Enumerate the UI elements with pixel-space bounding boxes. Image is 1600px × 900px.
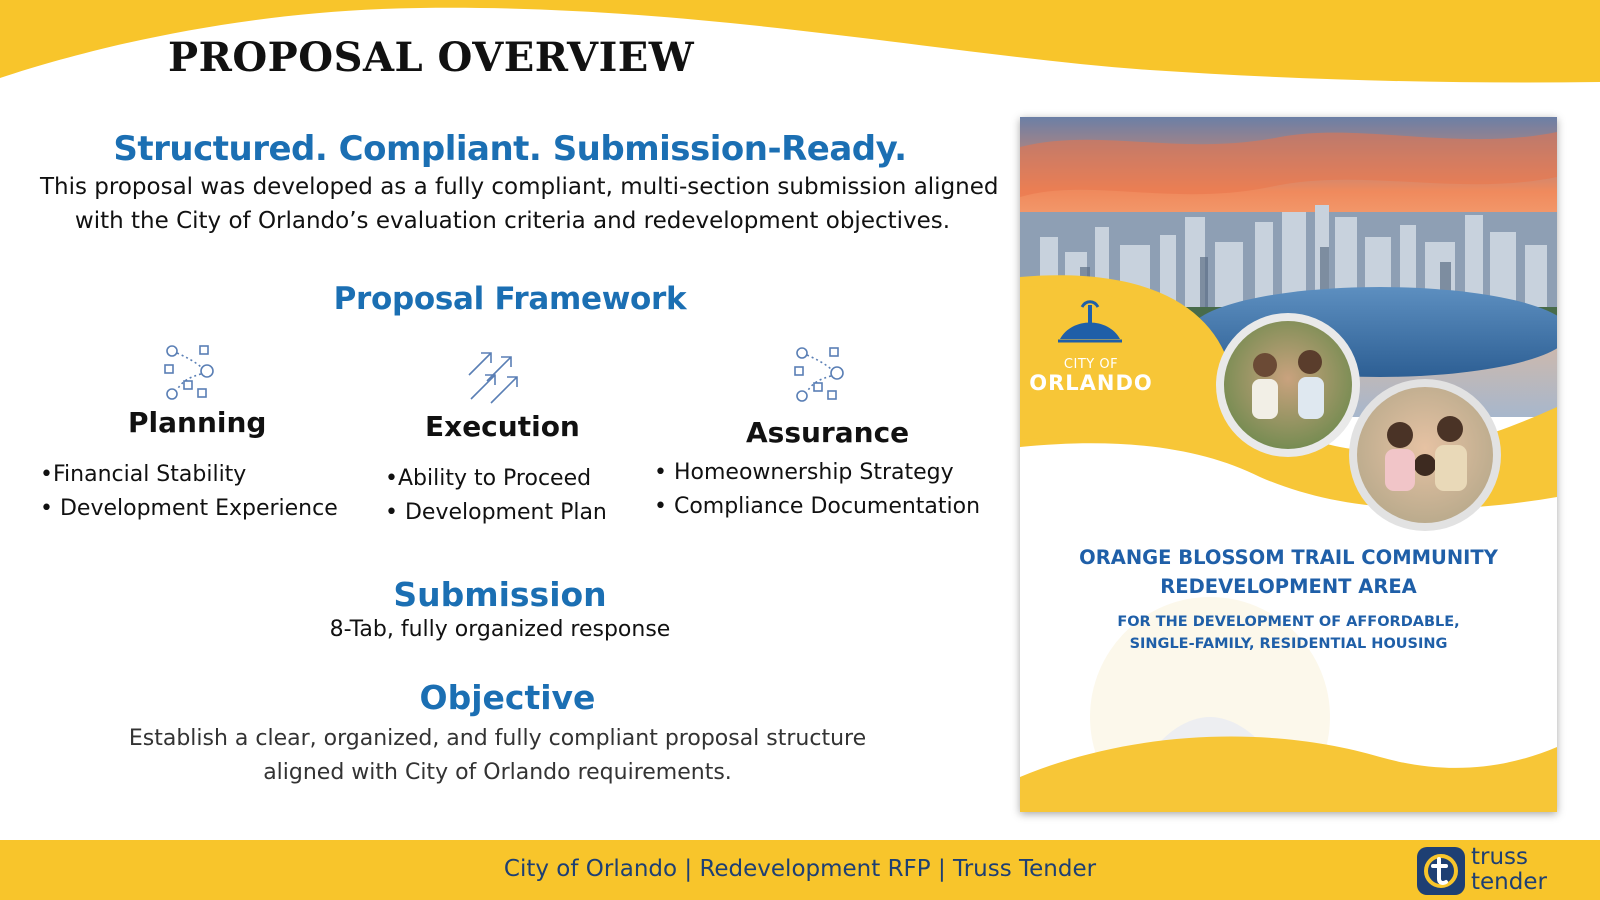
pillar-bullets-assurance xyxy=(654,456,980,524)
tagline: Structured. Compliant. Submission-Ready. xyxy=(113,129,907,169)
intro-paragraph xyxy=(40,170,999,238)
cover-subtitle-line: SINGLE-FAMILY, RESIDENTIAL HOUSING xyxy=(1129,636,1448,652)
pillar-bullets-planning xyxy=(40,458,338,526)
objective-line: aligned with City of Orlando requirements. xyxy=(263,760,732,785)
list-item: • Homeownership Strategy xyxy=(654,460,954,485)
page-title: PROPOSAL OVERVIEW xyxy=(168,34,695,81)
cover-artwork xyxy=(1020,117,1557,812)
footer-text: City of Orlando | Redevelopment RFP | Truss Tender xyxy=(503,856,1097,882)
intro-line: with the City of Orlando’s evaluation criteria and redevelopment objectives. xyxy=(74,208,951,234)
arrows-up-right-icon xyxy=(465,345,525,405)
cover-title-line: REDEVELOPMENT AREA xyxy=(1160,575,1417,598)
workflow-nodes-icon xyxy=(790,345,850,405)
list-item: • Development Plan xyxy=(385,500,607,525)
city-of-label: CITY OF xyxy=(1063,357,1119,372)
orlando-label: ORLANDO xyxy=(1029,371,1153,395)
truss-tender-logo xyxy=(1415,843,1585,899)
proposal-cover-image xyxy=(1020,117,1557,812)
pillar-title-assurance: Assurance xyxy=(746,416,910,449)
brand-word-tender: tender xyxy=(1471,869,1547,895)
objective-line: Establish a clear, organized, and fully compliant proposal structure xyxy=(128,726,867,751)
truss-tender-logo-icon xyxy=(1415,845,1467,897)
cover-title-line: ORANGE BLOSSOM TRAIL COMMUNITY xyxy=(1079,546,1498,569)
list-item: •Ability to Proceed xyxy=(385,466,592,491)
intro-line: This proposal was developed as a fully compliant, multi-section submission aligned xyxy=(40,174,999,200)
brand-word-truss: truss xyxy=(1471,844,1529,870)
submission-title: Submission xyxy=(393,575,607,614)
pillar-bullets-execution xyxy=(385,462,607,530)
objective-text xyxy=(60,722,935,790)
list-item: • Compliance Documentation xyxy=(654,494,981,519)
list-item: • Development Experience xyxy=(40,496,338,521)
pillar-title-planning: Planning xyxy=(128,406,267,439)
submission-text: 8-Tab, fully organized response xyxy=(329,617,671,642)
objective-title: Objective xyxy=(419,678,596,717)
list-item: •Financial Stability xyxy=(40,462,247,487)
framework-title: Proposal Framework xyxy=(333,281,687,317)
workflow-nodes-icon xyxy=(160,343,220,403)
cover-title xyxy=(1020,543,1557,601)
pillar-title-execution: Execution xyxy=(425,410,580,443)
cover-subtitle xyxy=(1020,611,1557,655)
cover-subtitle-line: FOR THE DEVELOPMENT OF AFFORDABLE, xyxy=(1117,614,1460,630)
